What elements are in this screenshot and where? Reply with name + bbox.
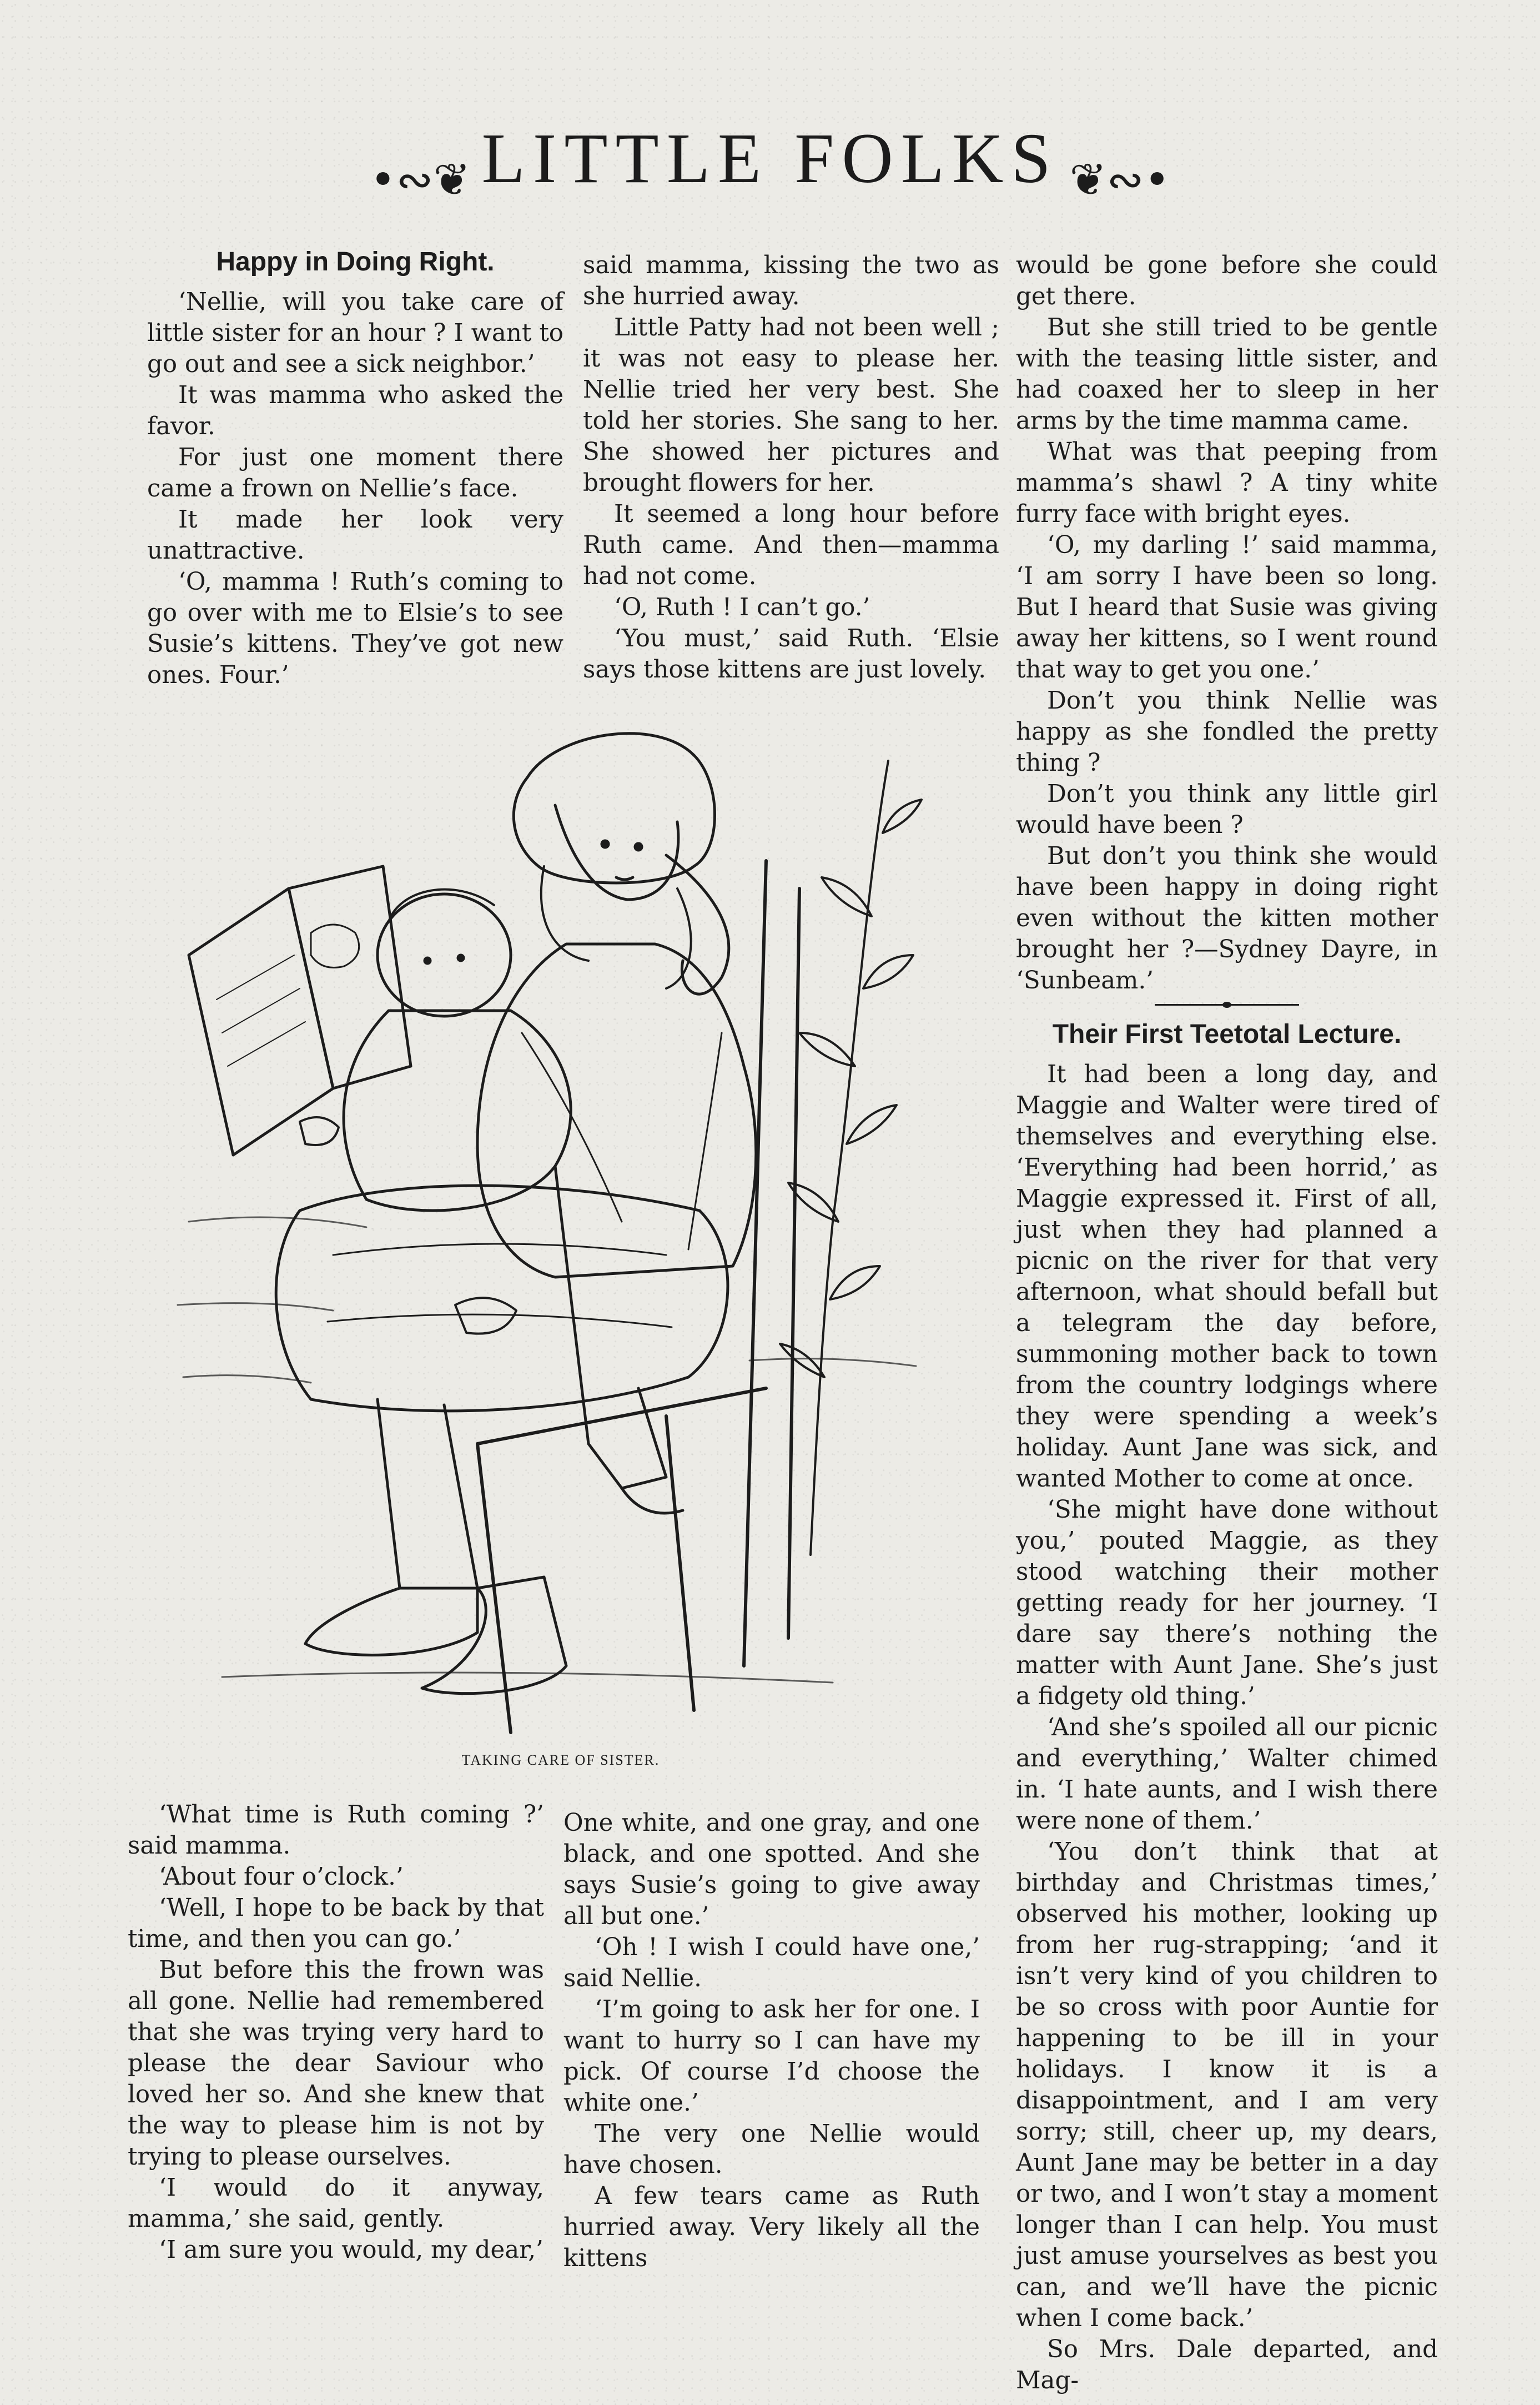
story1-column-1: [147, 244, 563, 691]
paragraph: ‘What time is Ruth coming ?’ said mamma.: [128, 1801, 544, 1860]
paragraph: So Mrs. Dale departed, and Mag-: [1016, 2336, 1438, 2394]
paragraph: It was mamma who asked the favor.: [147, 381, 563, 440]
paragraph: It had been a long day, and Maggie and Walter were tired of themselves and everything else. ‘Everything had been horrid,’ as Maggie expressed it. First of all, just when they had planned a picnic on the river for that very afternoon, what should befall but a telegram the day before, summoning mother back to town from the country lodgings where they were spending a week’s holiday. Aunt Jane was sick, and wanted Mother to come at once.: [1016, 1061, 1438, 1493]
paragraph: The very one Nellie would have chosen.: [563, 2120, 980, 2179]
paragraph: But she still tried to be gentle with the teasing little sister, and had coaxed her to sleep in her arms by the time mamma came.: [1016, 314, 1438, 435]
story1-column-5: [563, 1807, 980, 2274]
paragraph: ‘Well, I hope to be back by that time, and then you can go.’: [128, 1894, 544, 1953]
ornament-left: •∾❦: [370, 154, 471, 205]
story1-column-3: [1016, 250, 1438, 2396]
paragraph: ‘About four o’clock.’: [159, 1863, 404, 1891]
paragraph: ‘O, Ruth ! I can’t go.’: [614, 594, 870, 621]
paragraph: For just one moment there came a frown on Nellie’s face.: [147, 444, 563, 503]
paragraph: Don’t you think Nellie was happy as she fondled the pretty thing ?: [1016, 687, 1438, 777]
paragraph: Little Patty had not been well ; it was not easy to please her. Nellie tried her very best. She told her stories. She sang to her. She showed her pictures and brought flowers for her.: [583, 314, 999, 497]
paragraph: But don’t you think she would have been happy in doing right even without the kitten mother brought her ?—Sydney Dayre, in ‘Sunbeam.’: [1016, 842, 1438, 995]
paragraph: ‘I would do it anyway, mamma,’ she said, gently.: [128, 2174, 544, 2233]
paragraph: It made her look very unattractive.: [147, 506, 563, 565]
paragraph: ‘And she’s spoiled all our picnic and everything,’ Walter chimed in. ‘I hate aunts, and I wish there were none of them.’: [1016, 1714, 1438, 1835]
paragraph: ‘Nellie, will you take care of little sister for an hour ? I want to go out and see a sick neighbor.’: [147, 288, 563, 378]
paragraph: ‘You must,’ said Ruth. ‘Elsie says those kittens are just lovely.: [583, 625, 999, 684]
story2-headline: Their First Teetotal Lecture.: [1052, 1020, 1402, 1049]
paragraph: But before this the frown was all gone. Nellie had remembered that she was trying very hard to please the dear Saviour who loved her so. And she knew that the way to please him is not by trying to please ourselves.: [128, 1956, 544, 2171]
story1-column-2: [583, 250, 999, 685]
paragraph: ‘She might have done without you,’ pouted Maggie, as they stood watching their mother getting ready for her journey. ‘I dare say there’s nothing the matter with Aunt Jane. She’s just a fidgety old thing.’: [1016, 1496, 1438, 1710]
paragraph: would be gone before she could get there.: [1016, 252, 1438, 310]
paragraph: What was that peeping from mamma’s shawl ? A tiny white furry face with bright eyes.: [1016, 438, 1438, 528]
paragraph: Don’t you think any little girl would have been ?: [1016, 780, 1438, 839]
paragraph: ‘Oh ! I wish I could have one,’ said Nellie.: [563, 1934, 980, 1992]
masthead: [0, 111, 1540, 205]
ornament-right: ❦∾•: [1069, 154, 1170, 205]
paragraph: said mamma, kissing the two as she hurried away.: [583, 252, 999, 310]
paragraph: It seemed a long hour before Ruth came. And then—mamma had not come.: [583, 500, 999, 590]
illustration-caption: TAKING CARE OF SISTER.: [461, 1752, 660, 1768]
paragraph: ‘I am sure you would, my dear,’: [159, 2236, 543, 2264]
paragraph: One white, and one gray, and one black, and one spotted. And she says Susie’s going to give away all but one.’: [563, 1809, 980, 1930]
illustration-taking-care-of-sister: [167, 722, 955, 1766]
paragraph: ‘You don’t think that at birthday and Christmas times,’ observed his mother, looking up from her rug-strapping; ‘and it isn’t very kind of you children to be so cross with poor Auntie for happening to be ill in your holidays. I know it is a disappointment, and I am very sorry; still, cheer up, my dears, Aunt Jane may be better in a day or two, and I won’t stay a moment longer than I can help. You must just amuse yourselves as best you can, and we’ll have the picnic when I come back.’: [1016, 1838, 1438, 2332]
paragraph: ‘O, mamma ! Ruth’s coming to go over with me to Elsie’s to see Susie’s kittens. They’ve got new ones. Four.’: [147, 568, 563, 689]
paragraph: A few tears came as Ruth hurried away. Very likely all the kittens: [563, 2182, 980, 2272]
story1-headline: Happy in Doing Right.: [216, 247, 495, 277]
paragraph: ‘I’m going to ask her for one. I want to hurry so I can have my pick. Of course I’d choose the white one.’: [563, 1996, 980, 2117]
paragraph: ‘O, my darling !’ said mamma, ‘I am sorry I have been so long. But I heard that Susie was giving away her kittens, so I went round that way to get you one.’: [1016, 531, 1438, 684]
section-divider: [1155, 1004, 1299, 1006]
page-title: LITTLE FOLKS: [481, 119, 1059, 198]
story1-column-4: [128, 1799, 544, 2266]
